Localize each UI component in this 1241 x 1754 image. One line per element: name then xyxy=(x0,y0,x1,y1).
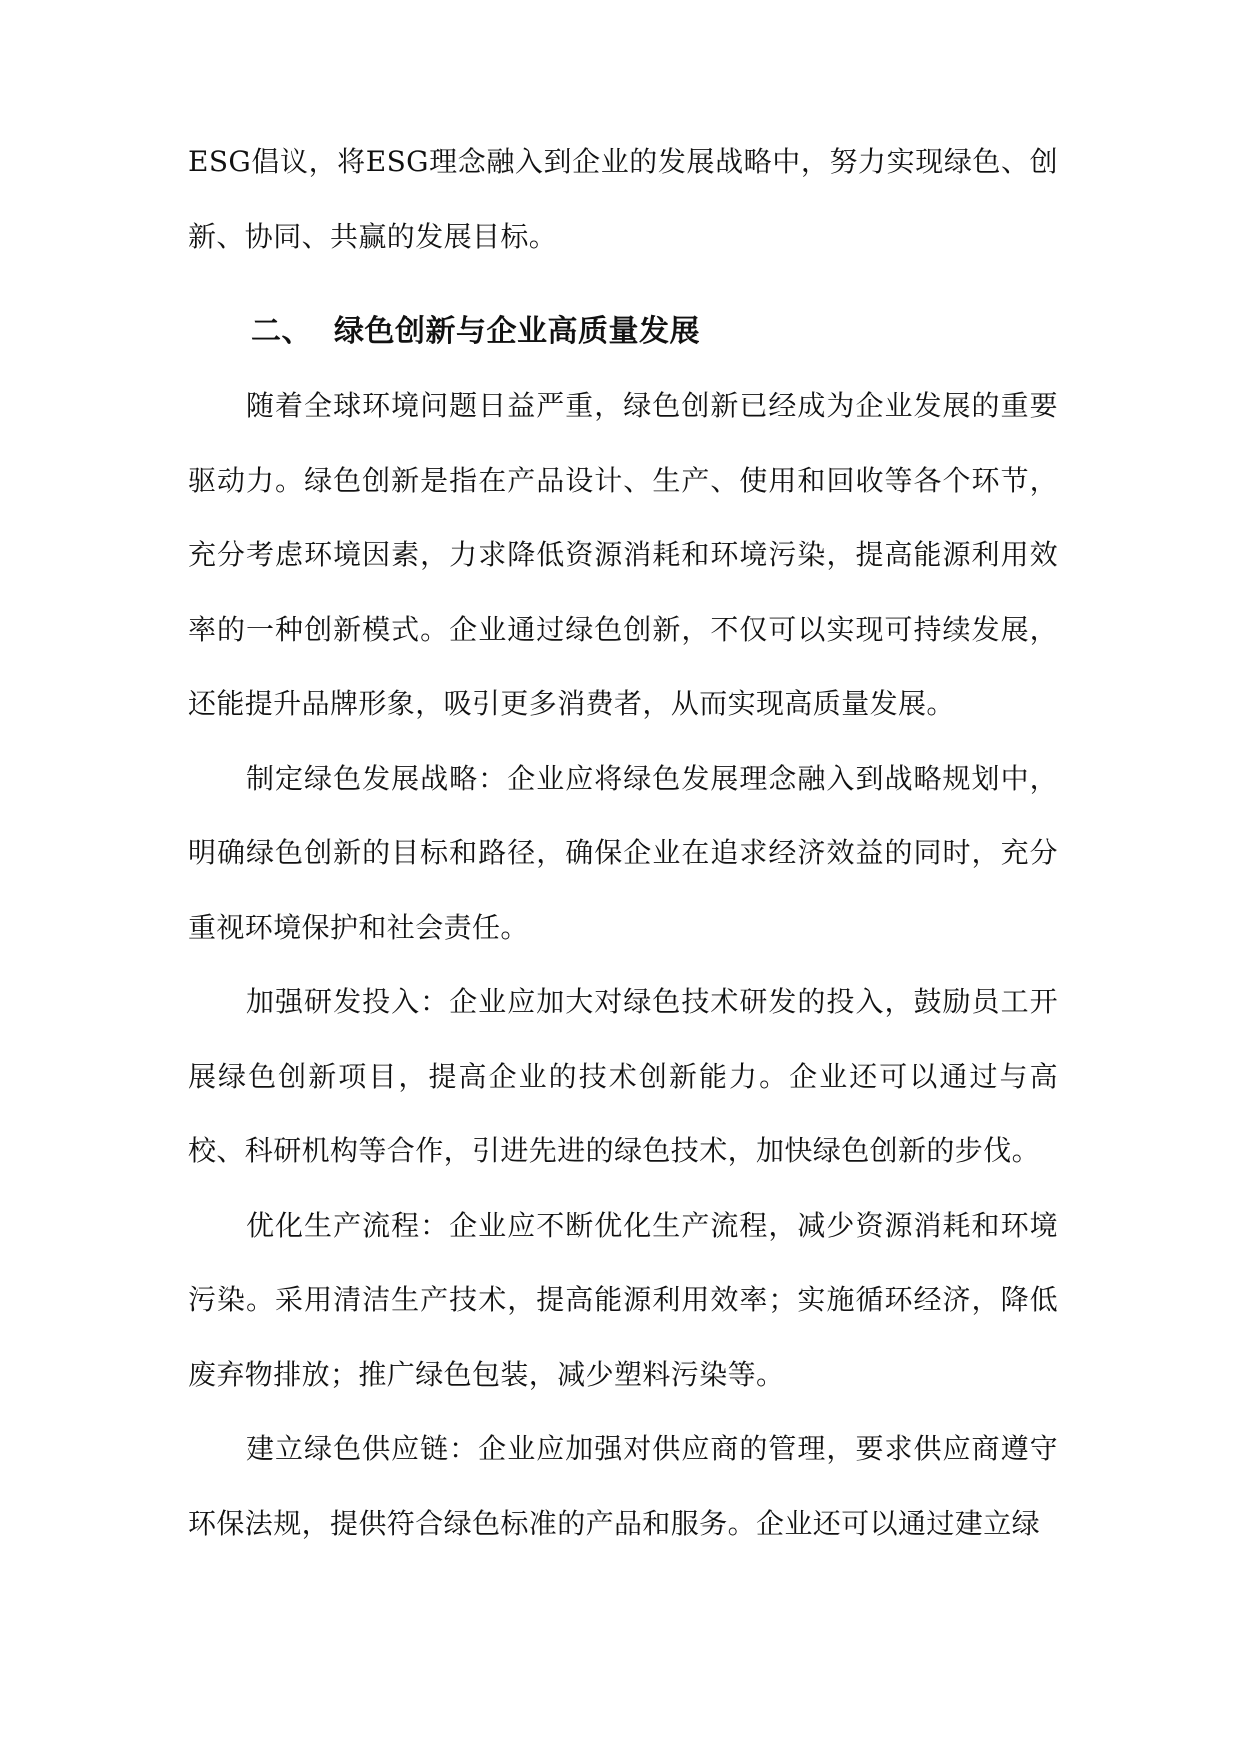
paragraph-strategy: 制定绿色发展战略：企业应将绿色发展理念融入到战略规划中，明确绿色创新的目标和路径，确保企业在追求经济效益的同时，充分重视环境保护和社会责任。 xyxy=(188,761,1058,944)
paragraph-supply-chain: 建立绿色供应链：企业应加强对供应商的管理，要求供应商遵守环保法规，提供符合绿色标准的产品和服务。企业还可以通过建立绿 xyxy=(188,1432,1058,1540)
paragraph-continued: ESG倡议，将ESG理念融入到企业的发展战略中，努力实现绿色、创新、协同、共赢的发展目标。 xyxy=(188,145,1058,253)
document-page xyxy=(188,125,1058,1561)
section-heading xyxy=(188,304,1058,360)
paragraph-green-innovation: 随着全球环境问题日益严重，绿色创新已经成为企业发展的重要驱动力。绿色创新是指在产品设计、生产、使用和回收等各个环节，充分考虑环境因素，力求降低资源消耗和环境污染，提高能源利用效率的一种创新模式。企业通过绿色创新，不仅可以实现可持续发展，还能提升品牌形象，吸引更多消费者，从而实现高质量发展。 xyxy=(188,389,1058,720)
paragraph-rnd: 加强研发投入：企业应加大对绿色技术研发的投入，鼓励员工开展绿色创新项目，提高企业的技术创新能力。企业还可以通过与高校、科研机构等合作，引进先进的绿色技术，加快绿色创新的步伐。 xyxy=(188,985,1058,1167)
paragraph-production: 优化生产流程：企业应不断优化生产流程，减少资源消耗和环境污染。采用清洁生产技术，提高能源利用效率；实施循环经济，降低废弃物排放；推广绿色包装，减少塑料污染等。 xyxy=(188,1208,1058,1391)
section-number: 二、 xyxy=(251,314,312,349)
section-title: 绿色创新与企业高质量发展 xyxy=(334,314,700,349)
